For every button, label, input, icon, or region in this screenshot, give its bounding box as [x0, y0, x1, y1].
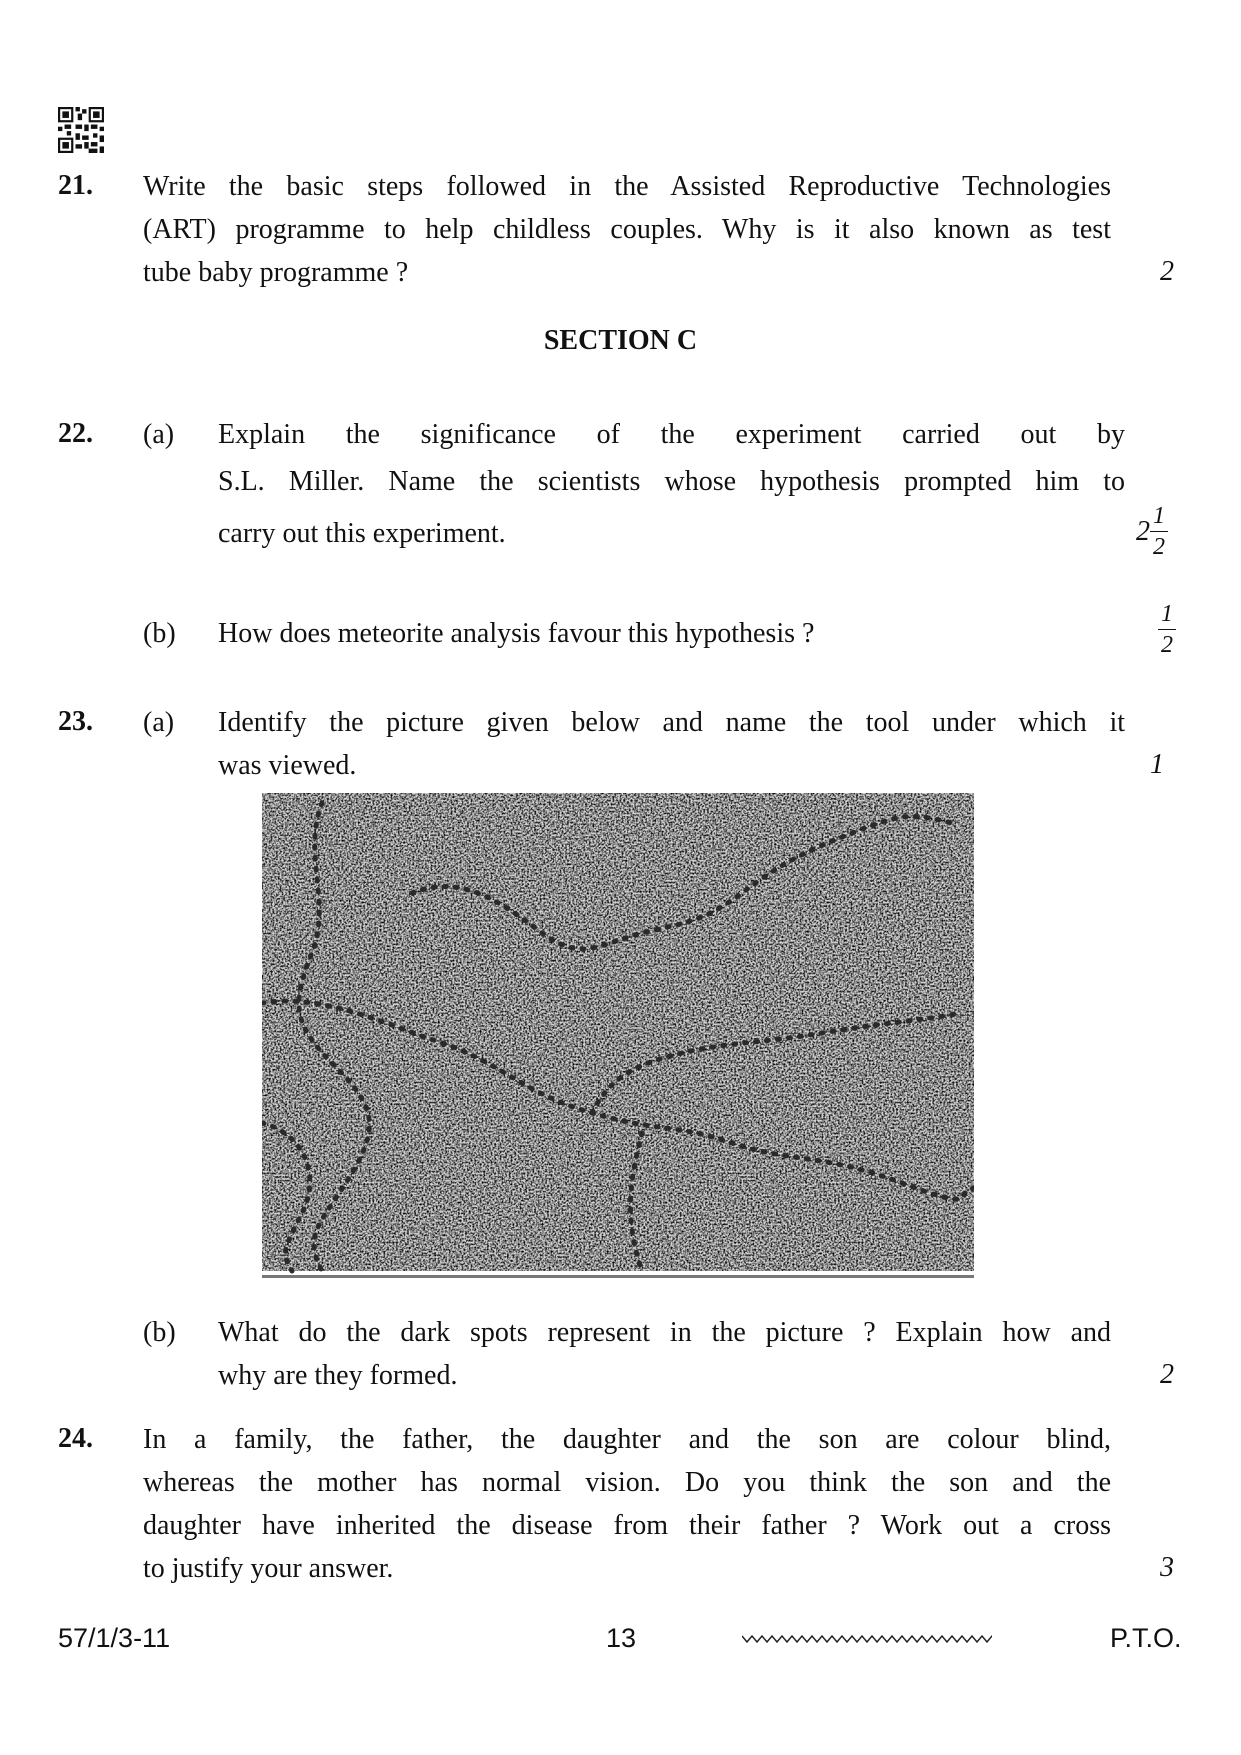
q22-b-marks-numerator: 1	[1161, 601, 1173, 627]
paper-code: 57/1/3-11	[58, 1623, 171, 1653]
q23-b-line-2: why are they formed.	[218, 1360, 458, 1391]
q22-a-marks-denominator: 2	[1153, 534, 1165, 560]
q24-line-1: In a family, the father, the daughter and the son are colour blind,	[143, 1424, 1111, 1455]
q22-a-marks-numerator: 1	[1153, 503, 1165, 529]
q23-b-marks: 2	[1160, 1359, 1174, 1390]
q22-a-marks-whole: 2	[1136, 515, 1150, 547]
section-title: SECTION C	[543, 325, 698, 356]
q22-a-line-2: S.L. Miller. Name the scientists whose hypothesis prompted him to	[218, 466, 1125, 497]
q22-a-line-1: Explain the significance of the experiment carried out by	[218, 419, 1125, 450]
q24-line-4: to justify your answer.	[143, 1553, 394, 1584]
qr-code-icon	[58, 107, 104, 153]
question-number-21: 21.	[58, 170, 93, 201]
q21-line-1: Write the basic steps followed in the Assisted Reproductive Technologies	[143, 171, 1111, 202]
q24-line-2: whereas the mother has normal vision. Do you think the son and the	[143, 1467, 1111, 1498]
q23-a-line-1: Identify the picture given below and name the tool under which it	[218, 707, 1125, 738]
q21-marks: 2	[1160, 256, 1174, 287]
q24-marks: 3	[1160, 1552, 1174, 1583]
page-number: 13	[606, 1623, 637, 1653]
q23-b-label: (b)	[143, 1317, 176, 1348]
q22-b-text: How does meteorite analysis favour this hypothesis ?	[218, 618, 815, 649]
q21-line-3: tube baby programme ?	[143, 257, 409, 288]
question-number-22: 22.	[58, 418, 93, 449]
q22-a-marks-fraction	[1150, 503, 1168, 560]
micrograph-image	[262, 793, 974, 1283]
q22-b-marks-denominator: 2	[1161, 632, 1173, 658]
q22-b-label: (b)	[143, 618, 176, 649]
q22-b-marks	[1158, 601, 1176, 658]
q23-b-line-1: What do the dark spots represent in the picture ? Explain how and	[218, 1317, 1111, 1348]
wavy-line-decoration	[742, 1632, 992, 1646]
q22-a-marks	[1136, 503, 1168, 560]
q21-line-2: (ART) programme to help childless couples. Why is it also known as test	[143, 214, 1111, 245]
q23-a-line-2: was viewed.	[218, 750, 357, 781]
question-number-23: 23.	[58, 706, 93, 737]
q22-a-line-3: carry out this experiment.	[218, 518, 506, 549]
please-turn-over: P.T.O.	[1110, 1623, 1182, 1653]
q22-a-label: (a)	[143, 419, 175, 450]
question-number-24: 24.	[58, 1423, 93, 1454]
q23-a-label: (a)	[143, 707, 175, 738]
q22-b-marks-fraction	[1158, 601, 1176, 658]
q24-line-3: daughter have inherited the disease from their father ? Work out a cross	[143, 1510, 1111, 1541]
q23-a-marks: 1	[1150, 749, 1164, 780]
